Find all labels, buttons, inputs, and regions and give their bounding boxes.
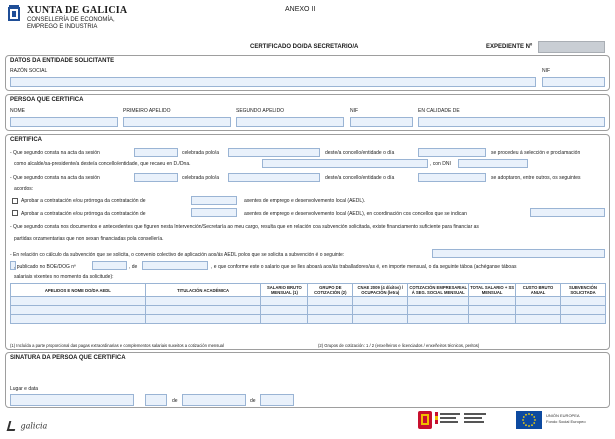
day-field[interactable]	[145, 394, 167, 406]
cert-line2-a: como alcalde/sa-presidente/a deste/a concello/entidade, que recaeu en D./Dna.	[14, 161, 191, 167]
spain-coat-of-arms-icon	[418, 409, 493, 431]
table-cell-input[interactable]	[308, 297, 353, 306]
table-cell-input[interactable]	[308, 306, 353, 315]
eu-star-icon	[534, 419, 536, 421]
cert-line3-d: se adoptaron, entre outros, os seguintes	[491, 175, 581, 181]
col-header: COTIZACIÓN EMPRESARIAL Á SEG. SOCIAL MENSUAL	[409, 285, 468, 295]
table-cell-input[interactable]	[11, 315, 146, 324]
salary-table	[10, 283, 606, 324]
expediente-field[interactable]	[538, 41, 605, 53]
galicia-logo-icon	[7, 421, 18, 431]
year-field[interactable]	[260, 394, 294, 406]
segundo-apelido-field[interactable]	[236, 117, 344, 127]
session2-field[interactable]	[134, 173, 178, 182]
table-cell-input[interactable]	[561, 315, 606, 324]
col-header: TOTAL SALARIO + SS MENSUAL	[470, 285, 515, 295]
table-cell-input[interactable]	[308, 315, 353, 324]
date1-field[interactable]	[418, 148, 486, 157]
place-field[interactable]	[10, 394, 134, 406]
organ1-field[interactable]	[228, 148, 320, 157]
galicia-brand-text: galicia	[20, 421, 48, 431]
nome-field[interactable]	[10, 117, 118, 127]
boe-date-field[interactable]	[142, 261, 208, 270]
table-cell-input[interactable]	[561, 306, 606, 315]
primeiro-apelido-label: PRIMEIRO APELIDO	[123, 108, 171, 114]
col-header: SALARIO BRUTO MENSUAL (1)	[261, 284, 308, 297]
mayor-dni-field[interactable]	[458, 159, 528, 168]
spain-ministry-logo	[418, 409, 493, 431]
col-header: APELIDOS E NOME DO/DA AEDL	[11, 284, 146, 297]
eu-star-icon	[528, 425, 530, 427]
boe-number-field[interactable]	[92, 261, 127, 270]
dept-line-2: EMPREGO E INDUSTRIA	[27, 24, 98, 30]
person-nif-field[interactable]	[350, 117, 413, 127]
month-field[interactable]	[182, 394, 246, 406]
option2-count-field[interactable]	[191, 208, 237, 217]
annex-label: ANEXO II	[285, 6, 316, 13]
eu-star-icon	[528, 413, 530, 415]
cert-line1-b: celebrada polo/a	[182, 150, 219, 156]
table-cell-input[interactable]	[408, 306, 469, 315]
col-header: SUBVENCIÓN SOLICITADA	[561, 284, 606, 297]
cert-line1-c: deste/a concello/entidade o día	[325, 150, 395, 156]
table-row	[11, 306, 606, 315]
place-date-label: Lugar e data	[10, 386, 39, 392]
col-header: CNAE 2009 (4 díxitos) / OCUPACIÓN (letra)	[353, 284, 408, 297]
person-section-title: PERSOA QUE CERTIFICA	[10, 97, 84, 103]
table-cell-input[interactable]	[516, 306, 561, 315]
cert-line8-c: , e que conforme este o salario que se lles aboará aos/ás traballadores/as é, en importe mensual, o da seguinte táboa (achéganse táboas	[211, 264, 517, 270]
xunta-emblem-icon	[8, 5, 21, 29]
cert-line8-b: , de	[129, 264, 138, 270]
salary-table-header	[11, 284, 606, 297]
organ2-field[interactable]	[228, 173, 320, 182]
table-cell-input[interactable]	[408, 315, 469, 324]
entity-nif-field[interactable]	[542, 77, 605, 87]
eu-star-icon	[523, 422, 525, 424]
cert-line8-a: , publicado no BOE/DOG nº	[14, 264, 76, 270]
cert-line7: - En relación co cálculo da subvención que se solicita, o convenio colectivo de aplicación aos/ás AEDL polos que se solicita a subvención é o seguinte:	[10, 252, 345, 258]
eu-caption-2: Fondo Social Europeo	[546, 419, 586, 424]
sig-de-1: de	[172, 398, 178, 404]
calidade-field[interactable]	[418, 117, 605, 127]
col-header: CUSTO BRUTO ANUAL	[516, 284, 561, 297]
primeiro-apelido-field[interactable]	[123, 117, 231, 127]
entity-section-title: DATOS DA ENTIDADE SOLICITANTE	[10, 58, 115, 64]
certifica-title: CERTIFICA	[10, 137, 42, 143]
table-note-2: (2) Grupos de cotización: 1 / 2 (enxeñeiros e licenciados / enxeñeiros técnicos, peritos)	[318, 343, 480, 348]
table-cell-input[interactable]	[353, 315, 408, 324]
eu-flag	[516, 411, 542, 429]
cert-line4: acordos:	[14, 186, 34, 192]
cert-line3-b: celebrada polo/a	[182, 175, 219, 181]
razon-social-label: RAZÓN SOCIAL	[10, 68, 48, 74]
eu-caption-1: UNIÓN EUROPEA	[546, 413, 580, 418]
table-row	[11, 315, 606, 324]
nome-label: NOME	[10, 108, 25, 114]
table-cell-input[interactable]	[469, 297, 516, 306]
eu-star-icon	[531, 424, 533, 426]
option1-checkbox[interactable]	[12, 198, 18, 204]
mayor-name-field[interactable]	[262, 159, 428, 168]
table-cell-input[interactable]	[469, 306, 516, 315]
option1-text-a: Aprobar a contratación e/ou prórroga da contratación de	[21, 198, 146, 204]
table-cell-input[interactable]	[261, 315, 308, 324]
table-cell-input[interactable]	[145, 297, 261, 306]
table-cell-input[interactable]	[261, 297, 308, 306]
doc-title: CERTIFICADO DO/DA SECRETARIO/A	[250, 44, 359, 50]
entity-nif-label: NIF	[542, 68, 551, 74]
col-header: GRUPO DE COTIZACIÓN (2)	[308, 284, 353, 297]
eu-star-icon	[525, 414, 527, 416]
table-cell-input[interactable]	[353, 297, 408, 306]
table-cell-input[interactable]	[353, 306, 408, 315]
eu-star-icon	[533, 422, 535, 424]
org-name: XUNTA DE GALICIA	[27, 5, 128, 16]
table-cell-input[interactable]	[145, 306, 261, 315]
table-cell-input[interactable]	[261, 306, 308, 315]
expediente-label: EXPEDIENTE Nº	[486, 44, 533, 50]
table-row	[11, 297, 606, 306]
segundo-apelido-label: SEGUNDO APELIDO	[236, 108, 285, 114]
col-header: TITULACIÓN ACADÉMICA	[145, 284, 261, 297]
sig-de-2: de	[250, 398, 256, 404]
table-note-1: (1) Incluída a parte proporcional das pagas extraordinarias e complementos salariais suxeitos a cotización mensual	[10, 343, 224, 348]
eu-star-icon	[525, 424, 527, 426]
eu-flag-icon	[516, 411, 542, 429]
xunta-logo	[8, 5, 21, 29]
table-cell-input[interactable]	[145, 315, 261, 324]
option1-text-b: axentes de emprego e desenvolvemento local (AEDL).	[244, 198, 366, 204]
table-cell-input[interactable]	[408, 297, 469, 306]
galicia-brand	[8, 417, 47, 435]
eu-star-icon	[533, 416, 535, 418]
cert-line3-a: - Que segundo consta na acta da sesión	[10, 175, 100, 181]
table-cell-input[interactable]	[516, 315, 561, 324]
cert-line6: partidas orzamentarias que non sexan financiadas pola consellería.	[14, 236, 164, 242]
signature-title: SINATURA DA PERSOA QUE CERTIFICA	[10, 355, 126, 361]
session1-field[interactable]	[134, 148, 178, 157]
option2-checkbox[interactable]	[12, 210, 18, 216]
table-cell-input[interactable]	[561, 297, 606, 306]
cert-line1-d: se procedeu á selección e proclamación	[491, 150, 581, 156]
table-cell-input[interactable]	[11, 297, 146, 306]
eu-star-icon	[523, 416, 525, 418]
razon-social-field[interactable]	[10, 77, 536, 87]
table-cell-input[interactable]	[516, 297, 561, 306]
option2-text-a: Aprobar a contratación e/ou prórroga da contratación de	[21, 211, 146, 217]
table-cell-input[interactable]	[11, 306, 146, 315]
cert-line9: salariais vixentes no momento da solicitude):	[14, 274, 114, 280]
option2-concellos-field[interactable]	[530, 208, 605, 217]
table-cell-input[interactable]	[469, 315, 516, 324]
eu-star-icon	[522, 419, 524, 421]
date2-field[interactable]	[418, 173, 486, 182]
dept-line-1: CONSELLERÍA DE ECONOMÍA,	[27, 17, 115, 23]
option1-count-field[interactable]	[191, 196, 237, 205]
option2-text-b: axentes de emprego e desenvolvemento local (AEDL), en coordinación cos concellos que se indican	[244, 211, 467, 217]
person-nif-label: NIF	[350, 108, 359, 114]
calidade-label: EN CALIDADE DE	[418, 108, 460, 114]
convenio-field[interactable]	[432, 249, 605, 258]
cert-line5: - Que segundo consta nos documentos e antecedentes que figuren nesta Intervención/Secretaría ao meu cargo, resulta que en relación coa subvención solicitada, existe financiamento suficiente para financiar as	[10, 224, 479, 230]
cert-line2-b: , con DNI	[430, 161, 451, 167]
eu-star-icon	[531, 414, 533, 416]
cert-line3-c: deste/a concello/entidade o día	[325, 175, 395, 181]
cert-line1-a: - Que segundo consta na acta da sesión	[10, 150, 100, 156]
